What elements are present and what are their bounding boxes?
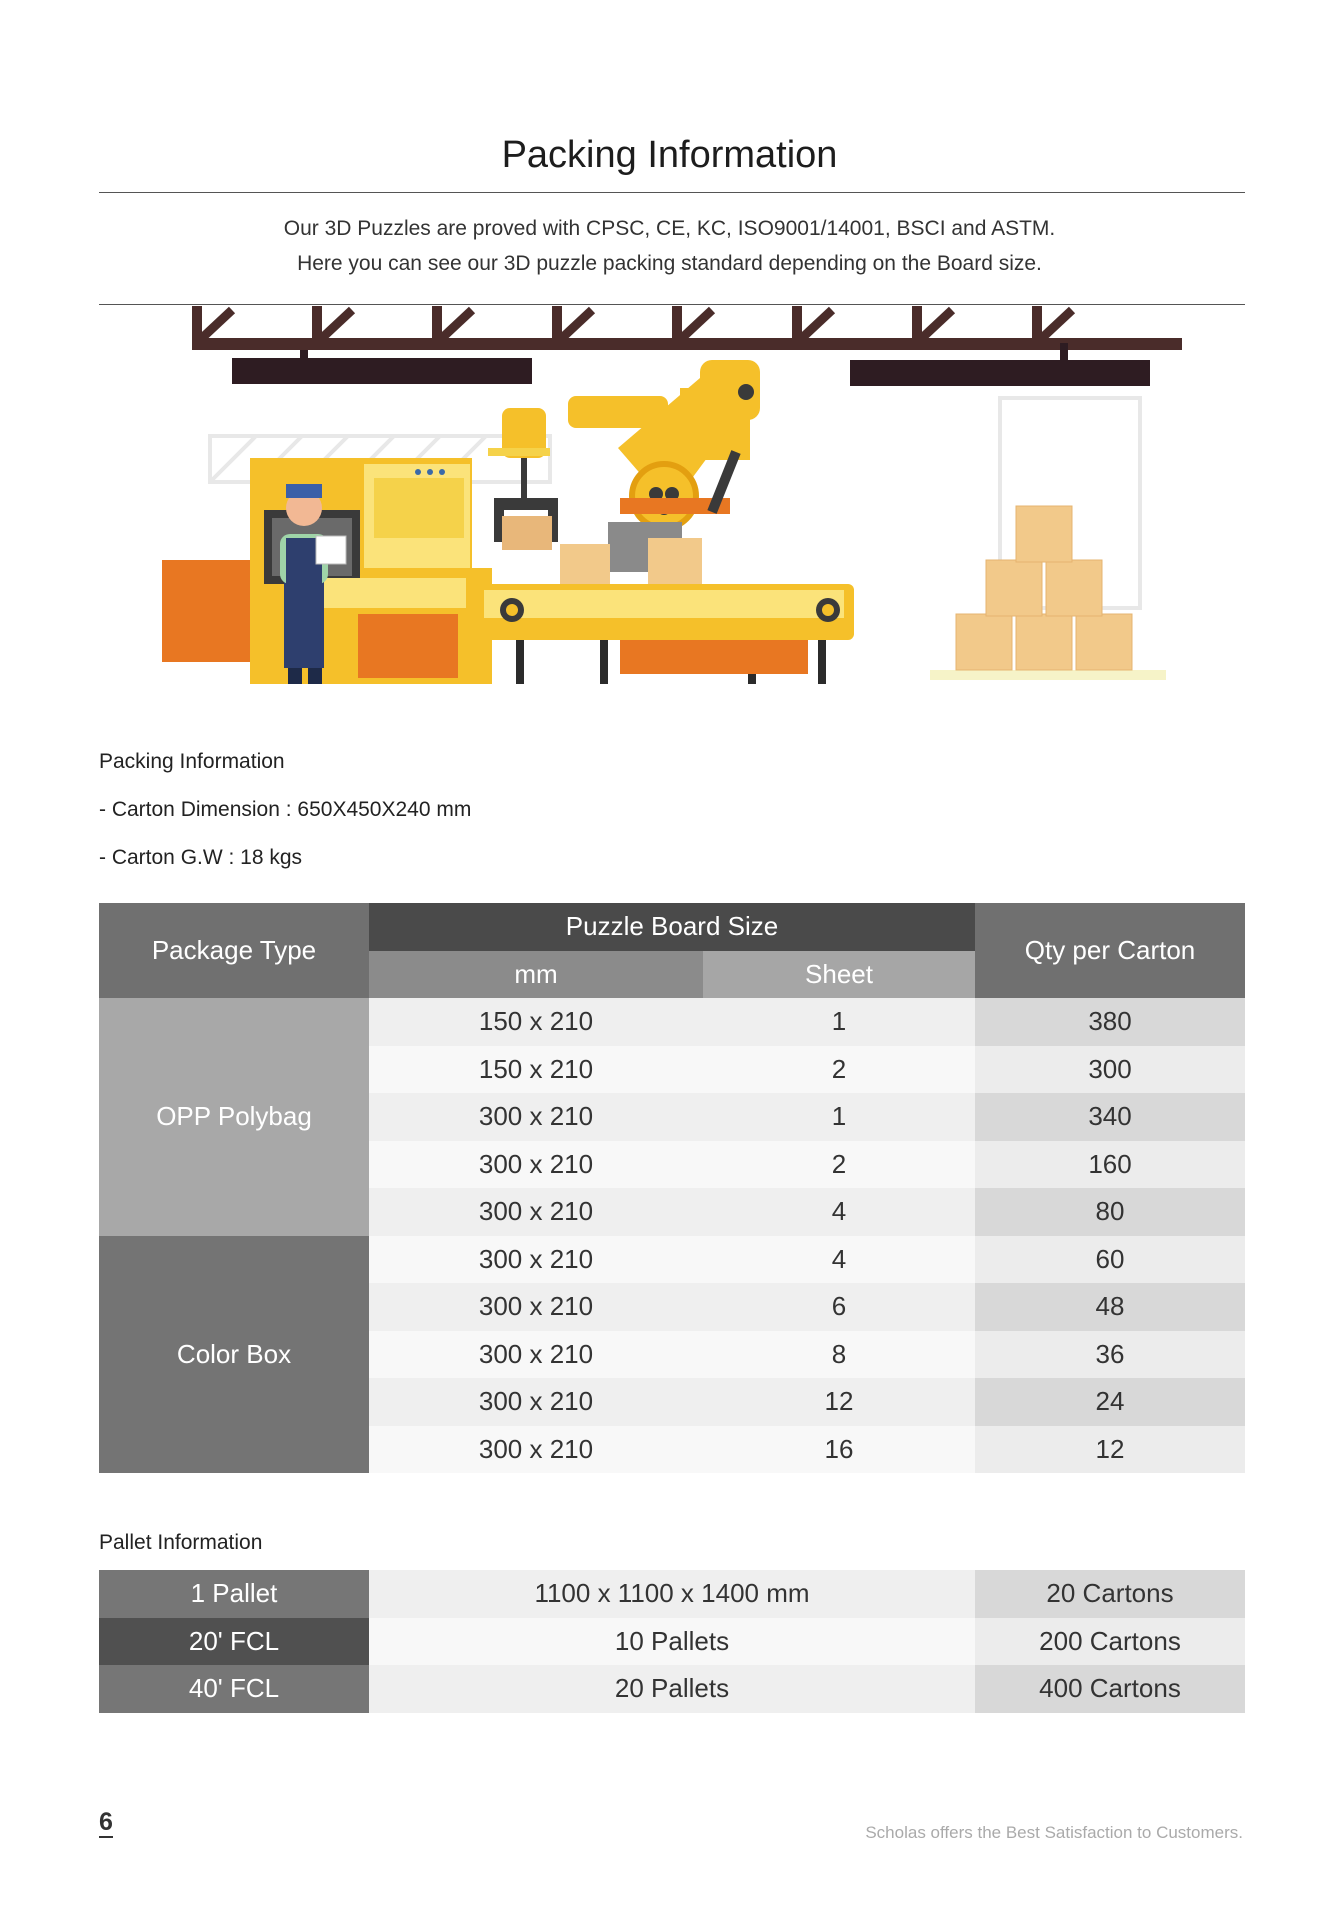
stacked-boxes	[930, 506, 1166, 680]
header-qty-per-carton: Qty per Carton	[975, 903, 1245, 998]
pallet-table	[99, 1570, 1245, 1713]
pallet-type: 40' FCL	[99, 1665, 369, 1713]
footer-tagline: Scholas offers the Best Satisfaction to Customers.	[865, 1823, 1243, 1842]
page-title: Packing Information	[501, 134, 838, 176]
cell-qty: 80	[975, 1188, 1245, 1236]
cell-qty: 340	[975, 1093, 1245, 1141]
robot-arm	[488, 360, 760, 572]
cell-mm: 300 x 210	[369, 1141, 703, 1189]
cell-sheet: 1	[703, 998, 975, 1046]
carton-dimension: - Carton Dimension : 650X450X240 mm	[99, 798, 472, 821]
table-row	[99, 1665, 1245, 1713]
group-opp-polybag: OPP Polybag	[99, 998, 369, 1236]
factory-illustration	[140, 298, 1200, 708]
table-row	[99, 1236, 1245, 1284]
cell-mm: 150 x 210	[369, 998, 703, 1046]
intro-line-2: Here you can see our 3D puzzle packing standard depending on the Board size.	[297, 252, 1042, 275]
cell-mm: 150 x 210	[369, 1046, 703, 1094]
cell-mm: 300 x 210	[369, 1236, 703, 1284]
cell-mm: 300 x 210	[369, 1331, 703, 1379]
header-package-type: Package Type	[99, 903, 369, 998]
cell-qty: 12	[975, 1426, 1245, 1474]
table-row	[99, 1618, 1245, 1666]
title-divider	[99, 192, 1245, 193]
cell-mm: 300 x 210	[369, 1378, 703, 1426]
packing-heading: Packing Information	[99, 750, 285, 773]
cell-sheet: 2	[703, 1141, 975, 1189]
pallet-size: 20 Pallets	[369, 1665, 975, 1713]
cell-qty: 48	[975, 1283, 1245, 1331]
cell-qty: 24	[975, 1378, 1245, 1426]
page-number: 6	[99, 1808, 113, 1836]
header-sheet: Sheet	[703, 951, 975, 999]
cell-mm: 300 x 210	[369, 1093, 703, 1141]
cell-sheet: 8	[703, 1331, 975, 1379]
header-board-size: Puzzle Board Size	[369, 903, 975, 951]
cell-sheet: 6	[703, 1283, 975, 1331]
cell-sheet: 2	[703, 1046, 975, 1094]
header-mm: mm	[369, 951, 703, 999]
table-row	[99, 998, 1245, 1046]
cell-sheet: 4	[703, 1188, 975, 1236]
cell-sheet: 12	[703, 1378, 975, 1426]
cell-sheet: 4	[703, 1236, 975, 1284]
pallet-type: 20' FCL	[99, 1618, 369, 1666]
cell-qty: 380	[975, 998, 1245, 1046]
cell-qty: 300	[975, 1046, 1245, 1094]
table-row	[99, 1570, 1245, 1618]
pallet-cartons: 200 Cartons	[975, 1618, 1245, 1666]
cell-sheet: 1	[703, 1093, 975, 1141]
cell-qty: 36	[975, 1331, 1245, 1379]
cell-mm: 300 x 210	[369, 1283, 703, 1331]
cell-mm: 300 x 210	[369, 1426, 703, 1474]
conveyor-belt	[474, 538, 854, 684]
pallet-cartons: 20 Cartons	[975, 1570, 1245, 1618]
carton-gross-weight: - Carton G.W : 18 kgs	[99, 846, 303, 869]
cell-qty: 60	[975, 1236, 1245, 1284]
packing-table	[99, 903, 1245, 1473]
pallet-heading: Pallet Information	[99, 1531, 263, 1554]
pallet-size: 10 Pallets	[369, 1618, 975, 1666]
pallet-size: 1100 x 1100 x 1400 mm	[369, 1570, 975, 1618]
intro-line-1: Our 3D Puzzles are proved with CPSC, CE, KC, ISO9001/14001, BSCI and ASTM.	[283, 217, 1056, 240]
cell-qty: 160	[975, 1141, 1245, 1189]
pallet-type: 1 Pallet	[99, 1570, 369, 1618]
cell-mm: 300 x 210	[369, 1188, 703, 1236]
ceiling-truss	[192, 306, 1182, 386]
pallet-cartons: 400 Cartons	[975, 1665, 1245, 1713]
group-color-box: Color Box	[99, 1236, 369, 1474]
cell-sheet: 16	[703, 1426, 975, 1474]
